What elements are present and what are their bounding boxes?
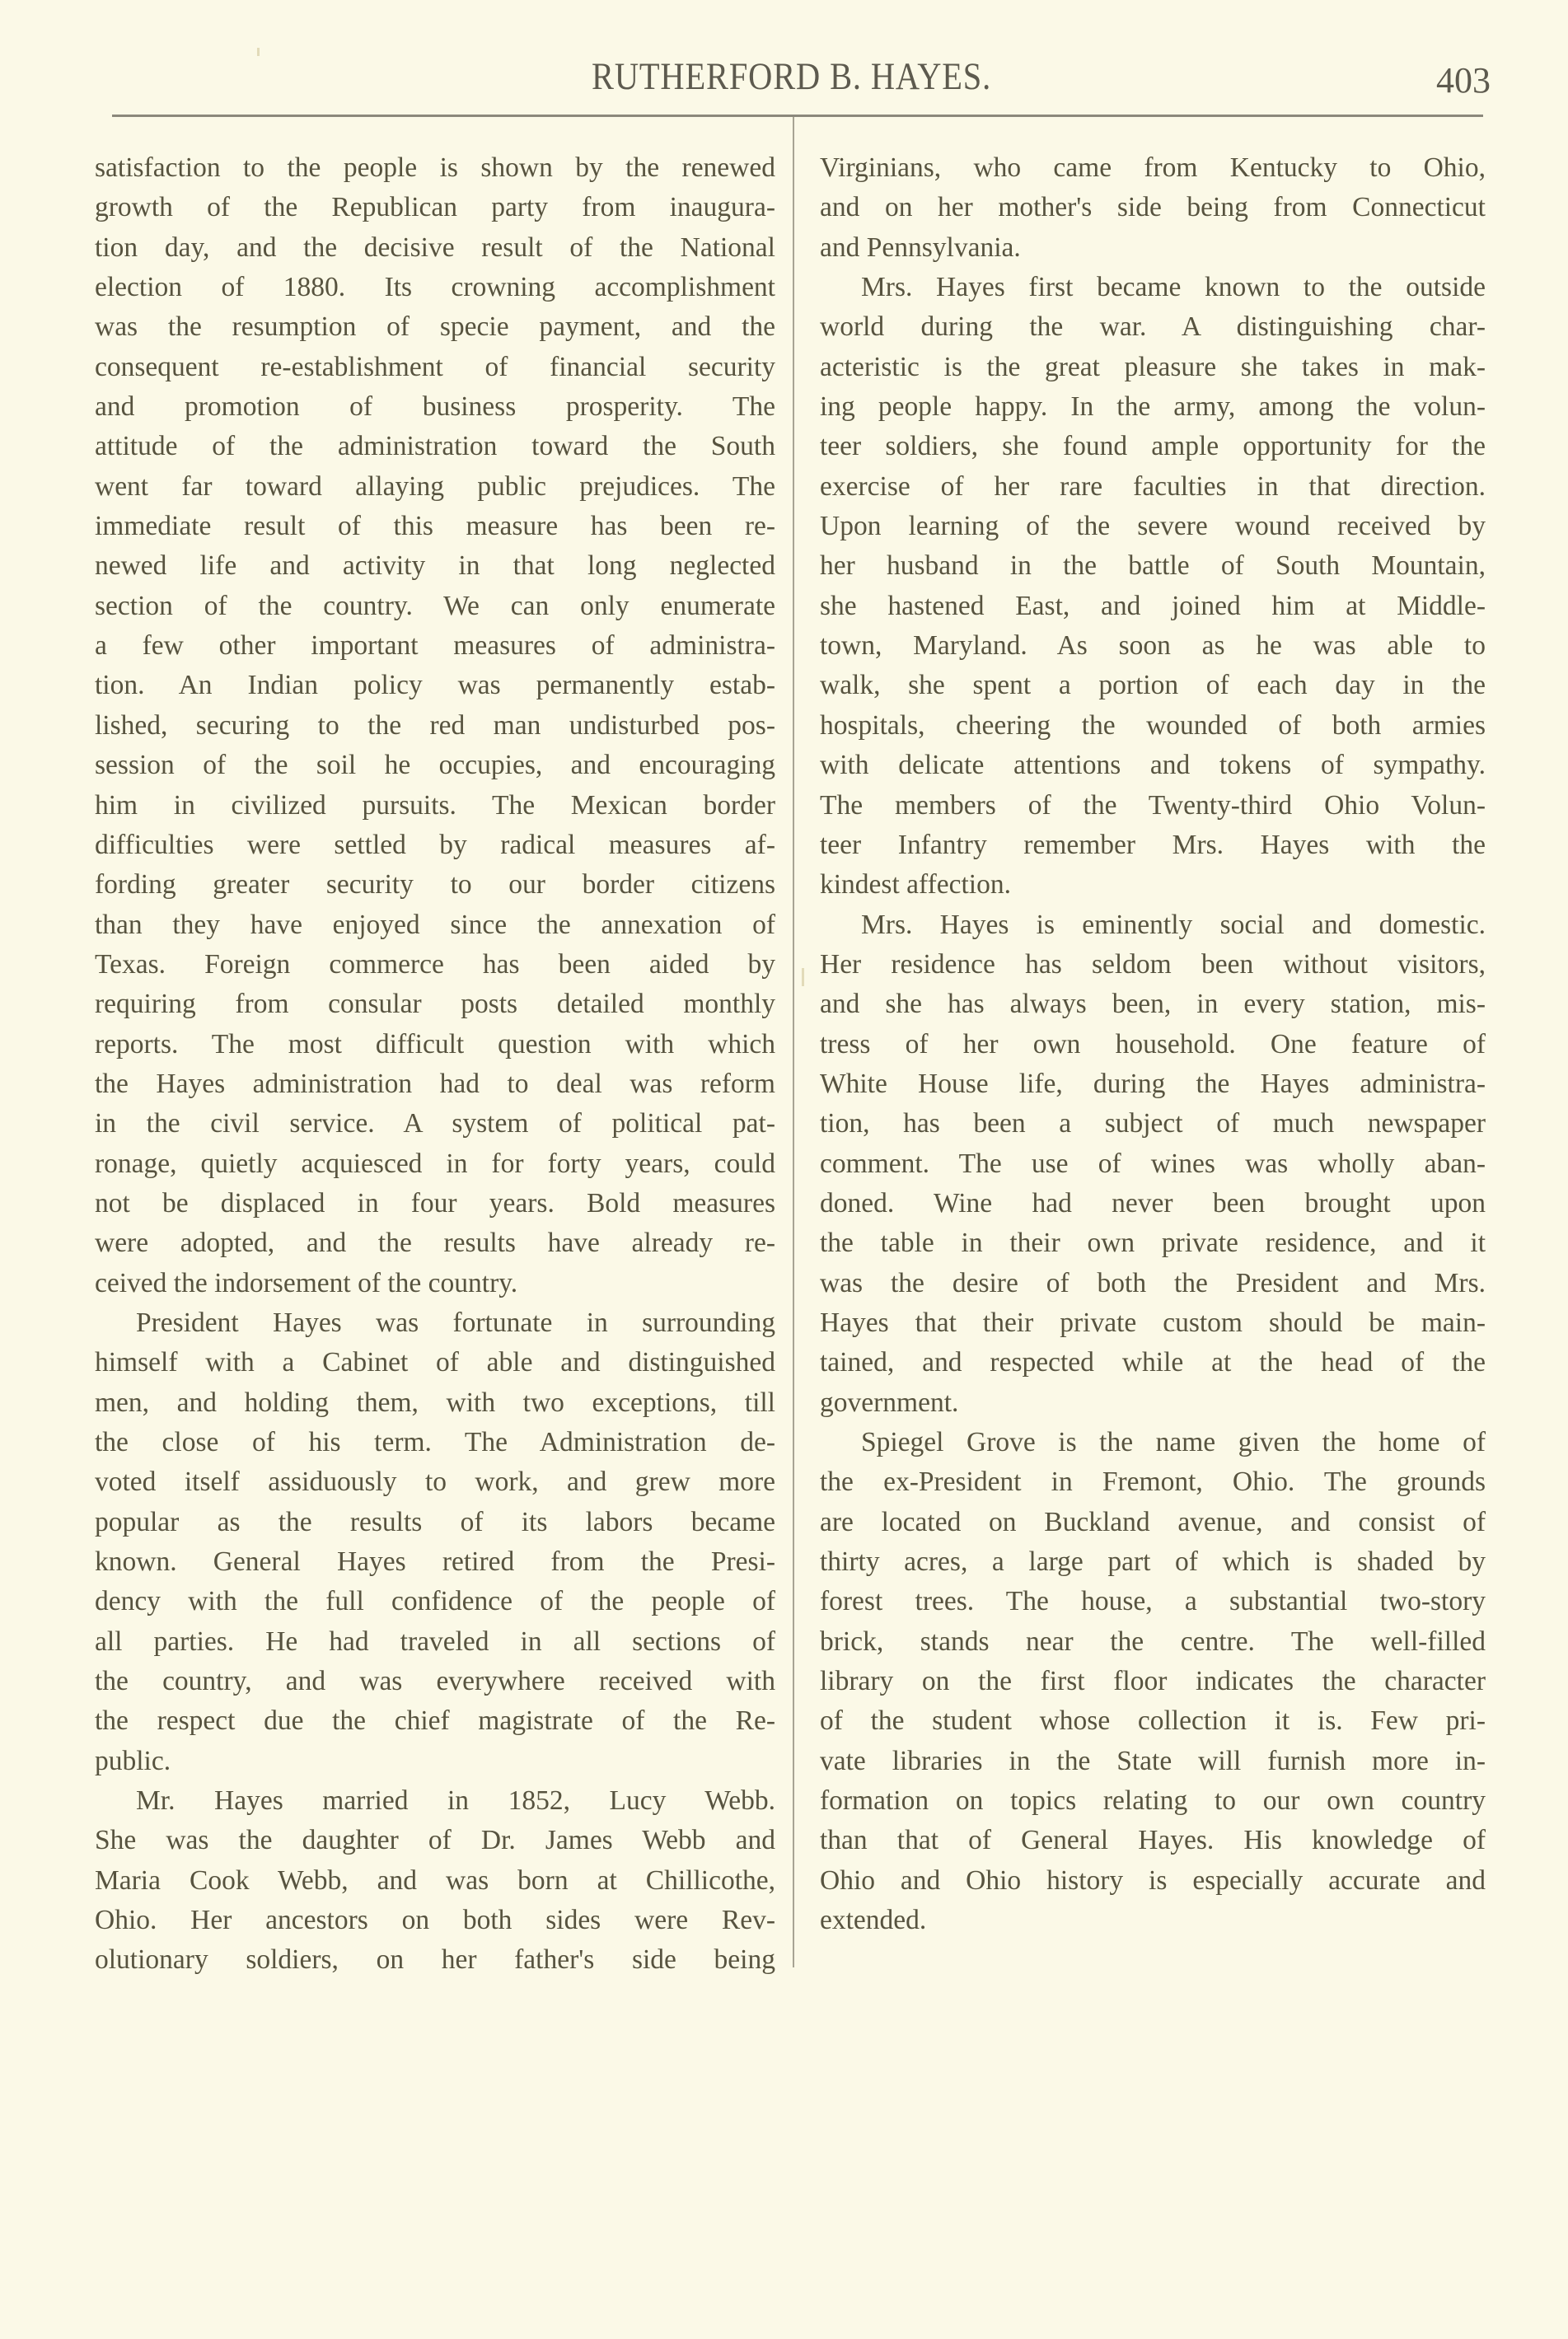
- text-line: ronage, quietly acquiesced in for forty years, could: [95, 1148, 775, 1179]
- text-line: walk, she spent a portion of each day in the: [820, 670, 1486, 701]
- text-line: White House life, during the Hayes administra-: [820, 1068, 1486, 1099]
- text-line: Hayes that their private custom should be main-: [820, 1307, 1486, 1338]
- text-line: kindest affection.: [820, 869, 1011, 901]
- text-line: olutionary soldiers, on her father's side being: [95, 1944, 775, 1976]
- text-line: men, and holding them, with two exceptions, till: [95, 1387, 775, 1418]
- text-line: were adopted, and the results have already re-: [95, 1228, 775, 1259]
- header-rule: [112, 115, 1483, 117]
- text-line: session of the soil he occupies, and encouraging: [95, 750, 775, 781]
- text-line: tress of her own household. One feature of: [820, 1028, 1486, 1060]
- text-line: the Hayes administration had to deal was reform: [95, 1068, 775, 1099]
- text-line: and she has always been, in every station, mis-: [820, 989, 1486, 1020]
- text-line: are located on Buckland avenue, and consist of: [820, 1506, 1486, 1537]
- text-line: world during the war. A distinguishing char-: [820, 311, 1486, 343]
- text-line: section of the country. We can only enumerate: [95, 590, 775, 621]
- text-line: Ohio. Her ancestors on both sides were Rev-: [95, 1905, 775, 1936]
- text-line: Texas. Foreign commerce has been aided by: [95, 948, 775, 980]
- text-line: Upon learning of the severe wound received by: [820, 511, 1486, 542]
- text-line: ing people happy. In the army, among the volun-: [820, 391, 1486, 423]
- text-line: reports. The most difficult question with which: [95, 1028, 775, 1060]
- text-line: the table in their own private residence, and it: [820, 1228, 1486, 1259]
- text-line: fording greater security to our border citizens: [95, 869, 775, 901]
- text-line: acteristic is the great pleasure she takes in mak-: [820, 351, 1486, 382]
- text-line: teer Infantry remember Mrs. Hayes with the: [820, 829, 1486, 860]
- text-line: She was the daughter of Dr. James Webb and: [95, 1825, 775, 1856]
- text-line: all parties. He had traveled in all sections of: [95, 1626, 775, 1657]
- text-line: the country, and was everywhere received with: [95, 1666, 775, 1697]
- text-line: requiring from consular posts detailed monthly: [95, 989, 775, 1020]
- text-line: a few other important measures of administra-: [95, 630, 775, 662]
- text-line: public.: [95, 1745, 171, 1776]
- text-line: Virginians, who came from Kentucky to Ohio,: [820, 152, 1486, 183]
- text-line: voted itself assiduously to work, and grew more: [95, 1467, 775, 1498]
- text-line: tion, has been a subject of much newspaper: [820, 1108, 1486, 1139]
- scan-speck: [802, 968, 804, 986]
- text-line: library on the first floor indicates the character: [820, 1666, 1486, 1697]
- page-header: [0, 51, 1568, 109]
- text-line: hospitals, cheering the wounded of both armies: [820, 709, 1486, 741]
- page-number: 403: [1436, 60, 1491, 101]
- text-line: went far toward allaying public prejudices. The: [95, 470, 775, 502]
- paragraph-first-line: President Hayes was fortunate in surrounding: [136, 1307, 775, 1338]
- text-line: doned. Wine had never been brought upon: [820, 1187, 1486, 1219]
- text-line: consequent re-establishment of financial security: [95, 351, 775, 382]
- text-line: government.: [820, 1387, 959, 1418]
- text-line: thirty acres, a large part of which is shaded by: [820, 1546, 1486, 1578]
- column-divider: [793, 117, 794, 1967]
- text-line: Ohio and Ohio history is especially accurate and: [820, 1864, 1486, 1896]
- text-line: not be displaced in four years. Bold measures: [95, 1187, 775, 1219]
- paragraph-first-line: Mrs. Hayes is eminently social and domestic.: [861, 909, 1486, 940]
- text-line: election of 1880. Its crowning accomplishment: [95, 272, 775, 303]
- text-line: growth of the Republican party from inaugura-: [95, 192, 775, 223]
- text-line: she hastened East, and joined him at Middle-: [820, 590, 1486, 621]
- text-line: popular as the results of its labors became: [95, 1506, 775, 1537]
- text-line: the respect due the chief magistrate of the Re-: [95, 1705, 775, 1737]
- text-line: immediate result of this measure has been re-: [95, 511, 775, 542]
- text-line: himself with a Cabinet of able and distinguished: [95, 1347, 775, 1378]
- text-line: and Pennsylvania.: [820, 232, 1021, 263]
- text-line: with delicate attentions and tokens of sympathy.: [820, 750, 1486, 781]
- scan-speck: [257, 48, 260, 56]
- text-line: tained, and respected while at the head of the: [820, 1347, 1486, 1378]
- text-line: exercise of her rare faculties in that direction.: [820, 470, 1486, 502]
- paragraph-first-line: Mrs. Hayes first became known to the outside: [861, 272, 1486, 303]
- text-line: attitude of the administration toward the South: [95, 431, 775, 462]
- text-line: town, Maryland. As soon as he was able to: [820, 630, 1486, 662]
- text-line: teer soldiers, she found ample opportunity for the: [820, 431, 1486, 462]
- text-line: extended.: [820, 1905, 927, 1936]
- text-line: newed life and activity in that long neglected: [95, 550, 775, 582]
- text-line: brick, stands near the centre. The well-filled: [820, 1626, 1486, 1657]
- text-line: was the resumption of specie payment, and the: [95, 311, 775, 343]
- text-line: comment. The use of wines was wholly aban-: [820, 1148, 1486, 1179]
- text-line: dency with the full confidence of the people of: [95, 1586, 775, 1617]
- text-line: difficulties were settled by radical measures af-: [95, 829, 775, 860]
- text-column-right: [820, 148, 1486, 1940]
- text-line: Her residence has seldom been without visitors,: [820, 948, 1486, 980]
- text-line: was the desire of both the President and Mrs.: [820, 1267, 1486, 1298]
- text-line: ceived the indorsement of the country.: [95, 1267, 518, 1298]
- text-line: her husband in the battle of South Mountain,: [820, 550, 1486, 582]
- paragraph-first-line: Spiegel Grove is the name given the home of: [861, 1427, 1486, 1457]
- text-line: known. General Hayes retired from the Presi-: [95, 1546, 775, 1578]
- text-line: and promotion of business prosperity. The: [95, 391, 775, 423]
- text-line: of the student whose collection it is. Few pri-: [820, 1705, 1486, 1737]
- paragraph-first-line: Mr. Hayes married in 1852, Lucy Webb.: [136, 1785, 775, 1817]
- text-line: forest trees. The house, a substantial two-story: [820, 1586, 1486, 1617]
- text-line: Maria Cook Webb, and was born at Chillicothe,: [95, 1864, 775, 1896]
- text-line: tion day, and the decisive result of the National: [95, 232, 775, 263]
- text-line: vate libraries in the State will furnish more in-: [820, 1745, 1486, 1776]
- text-line: lished, securing to the red man undisturbed pos-: [95, 709, 775, 741]
- text-line: the ex-President in Fremont, Ohio. The grounds: [820, 1467, 1486, 1498]
- text-column-left: [95, 148, 775, 1981]
- text-line: satisfaction to the people is shown by the renewed: [95, 152, 775, 183]
- text-line: The members of the Twenty-third Ohio Volun-: [820, 789, 1486, 821]
- text-line: than that of General Hayes. His knowledge of: [820, 1825, 1486, 1856]
- text-line: formation on topics relating to our own country: [820, 1785, 1486, 1817]
- text-line: him in civilized pursuits. The Mexican border: [95, 789, 775, 821]
- text-line: tion. An Indian policy was permanently estab-: [95, 670, 775, 701]
- text-line: than they have enjoyed since the annexation of: [95, 909, 775, 940]
- text-line: in the civil service. A system of political pat-: [95, 1108, 775, 1139]
- text-line: and on her mother's side being from Connecticut: [820, 192, 1486, 223]
- running-title: RUTHERFORD B. HAYES.: [592, 55, 992, 98]
- text-line: the close of his term. The Administration de-: [95, 1427, 775, 1457]
